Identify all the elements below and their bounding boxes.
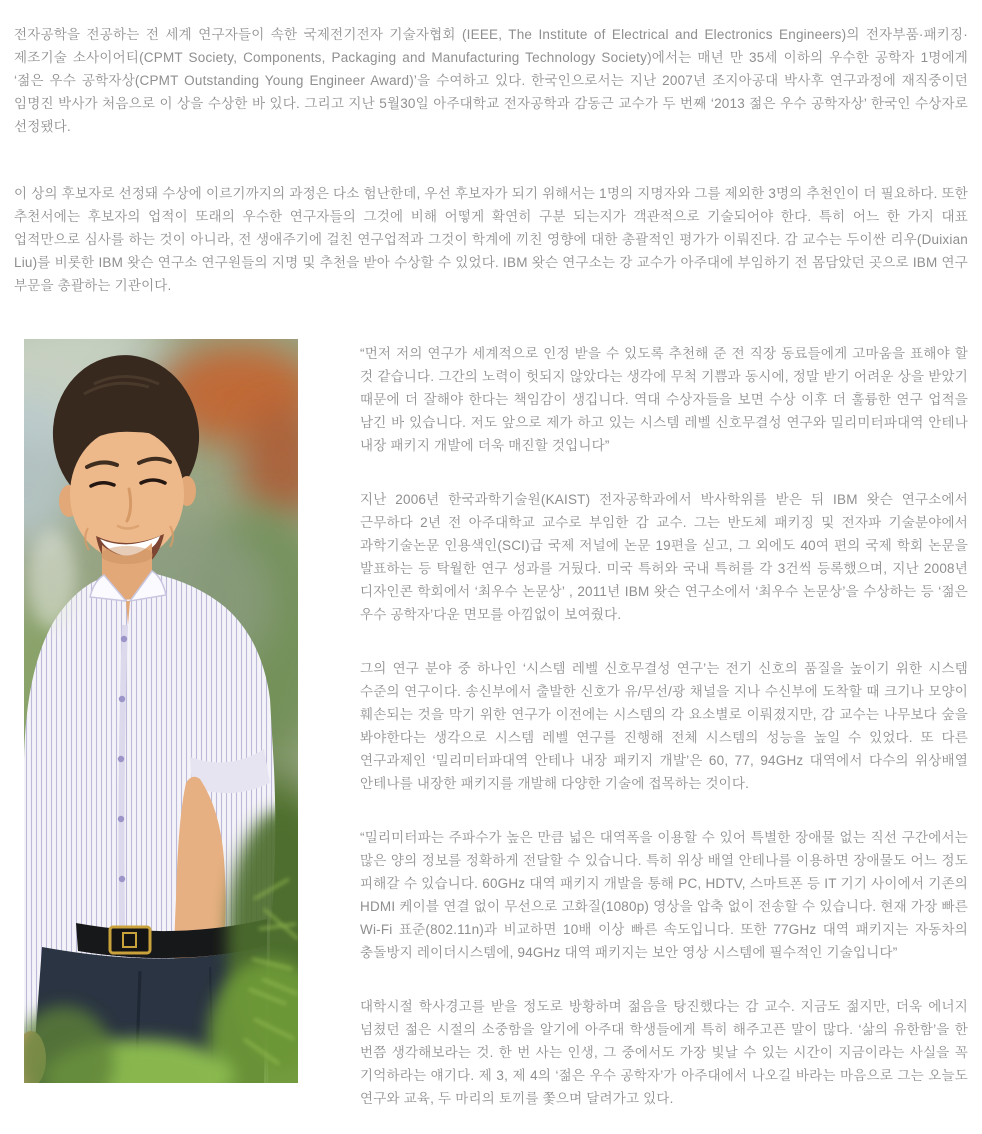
career-paragraph: 지난 2006년 한국과학기술원(KAIST) 전자공학과에서 박사학위를 받은 뒤 IBM 왓슨 연구소에서 근무하다 2년 전 아주대학교 교수로 부임한 감 교수. 그는 반도체 패키징 및 전자파 기술분야에서 과학기술논문 인용색인(SCI)급 국제 저널에 논문 19편을 싣고, 그 외에도 40여 편의 국제 학회 논문을 발표하는 등 탁월한 연구 성과를 거뒀다. 미국 특허와 국내 특허를 각 3건씩 등록했으며, 지난 2008년 디자인콘 학회에서 ‘최우수 논문상’ , 2011년 IBM 왓슨 연구소에서 ‘최우수 논문상’을 수상하는 등 ‘젊은 우수 공학자’다운 면모를 아낌없이 보여줬다.	[360, 492, 968, 622]
intro-paragraph-2: 이 상의 후보자로 선정돼 수상에 이르기까지의 과정은 다소 험난한데, 우선 후보자가 되기 위해서는 1명의 지명자와 그를 제외한 3명의 추천인이 더 필요하다. 또한 추천서에는 후보자의 업적이 또래의 우수한 연구자들의 그것에 비해 어떻게 확연히 구분 되는지가 객관적으로 기술되어야 한다. 특히 어느 한 가지 대표 업적만으로 심사를 하는 것이 아니라, 전 생애주기에 걸친 연구업적과 그것이 학계에 끼친 영향에 대한 총괄적인 평가가 이뤄진다. 감 교수는 두이싼 리우(Duixian Liu)를 비롯한 IBM 왓슨 연구소 연구원들의 지명 및 추천을 받아 수상할 수 있었다. IBM 왓슨 연구소는 강 교수가 아주대에 부임하기 전 몸담았던 곳으로 IBM 연구 부문을 총괄하는 기관이다.	[14, 186, 968, 293]
closing-paragraph: 대학시절 학사경고를 받을 정도로 방황하며 젊음을 탕진했다는 감 교수. 지금도 젊지만, 더욱 에너지 넘쳤던 젊은 시절의 소중함을 알기에 아주대 학생들에게 특히 해주고픈 말이 많다. ‘삶의 유한함’을 한 번쯤 생각해보라는 것. 한 번 사는 인생, 그 중에서도 가장 빛날 수 있는 시간이 지금이라는 사실을 꼭 기억하라는 얘기다. 제 3, 제 4의 ‘젊은 우수 공학자’가 아주대에서 나오길 바라는 마음으로 그는 오늘도 연구와 교육, 두 마리의 토끼를 쫓으며 달려가고 있다.	[360, 999, 968, 1106]
article-right-column	[360, 339, 968, 1110]
professor-photo	[24, 339, 298, 1083]
professor-portrait-illustration	[24, 339, 298, 1083]
research-paragraph: 그의 연구 분야 중 하나인 ‘시스템 레벨 신호무결성 연구’는 전기 신호의 품질을 높이기 위한 시스템 수준의 연구이다. 송신부에서 출발한 신호가 유/무선/광 채널을 지나 수신부에 도착할 때 크기나 모양이 훼손되는 것을 막기 위한 연구가 이전에는 시스템의 각 요소별로 이뤄졌지만, 감 교수는 나무보다 숲을 봐야한다는 생각으로 시스템 레벨 연구를 진행해 전체 시스템의 성능을 높일 수 있었다. 또 다른 연구과제인 ‘밀리미터파대역 안테나 내장 패키지 개발’은 60, 77, 94GHz 대역에서 다수의 위상배열 안테나를 내장한 패키지를 개발해 다양한 기술에 접목하는 것이다.	[360, 661, 968, 791]
quote-paragraph-1: “먼저 저의 연구가 세계적으로 인정 받을 수 있도록 추천해 준 전 직장 동료들에게 고마움을 표해야 할 것 같습니다. 그간의 노력이 헛되지 않았다는 생각에 무척 기쁨과 동시에, 정말 받기 어려운 상을 받았기 때문에 더 잘해야 한다는 책임감이 생깁니다. 역대 수상자들을 보면 수상 이후 더 훌륭한 연구 업적을 남긴 바 있습니다. 저도 앞으로 제가 하고 있는 시스템 레벨 신호무결성 연구와 밀리미터파대역 안테나 내장 패키지 개발에 더욱 매진할 것입니다”	[360, 346, 968, 453]
article-body	[14, 339, 968, 1110]
intro-paragraph-1: 전자공학을 전공하는 전 세계 연구자들이 속한 국제전기전자 기술자협회 (IEEE, The Institute of Electrical and Electronics Engineers)의 전자부품·패키징·제조기술 소사이어티(CPMT Society, Components, Packaging and Manufacturing Technology Society)에서는 매년 만 35세 이하의 우수한 공학자 1명에게 ‘젊은 우수 공학자상(CPMT Outstanding Young Engineer Award)’을 수여하고 있다. 한국인으로서는 지난 2007년 조지아공대 박사후 연구과정에 재직중이던 임명진 박사가 처음으로 이 상을 수상한 바 있다. 그리고 지난 5월30일 아주대학교 전자공학과 감동근 교수가 두 번째 ‘2013 젊은 우수 공학자상’ 한국인 수상자로 선정됐다.	[14, 27, 968, 134]
quote-paragraph-2: “밀리미터파는 주파수가 높은 만큼 넓은 대역폭을 이용할 수 있어 특별한 장애물 없는 직선 구간에서는 많은 양의 정보를 정확하게 전달할 수 있습니다. 특히 위상 배열 안테나를 이용하면 장애물도 어느 정도 피해갈 수 있습니다. 60GHz 대역 패키지 개발을 통해 PC, HDTV, 스마트폰 등 IT 기기 사이에서 기존의 HDMI 케이블 연결 없이 무선으로 고화질(1080p) 영상을 압축 없이 전송할 수 있습니다. 현재 가장 빠른 Wi-Fi 표준(802.11n)과 비교하면 10배 이상 빠른 속도입니다. 또한 77GHz 대역 패키지는 자동차의 충돌방지 레이더시스템에, 94GHz 대역 패키지는 보안 영상 시스템에 필수적인 기술입니다”	[360, 830, 968, 960]
